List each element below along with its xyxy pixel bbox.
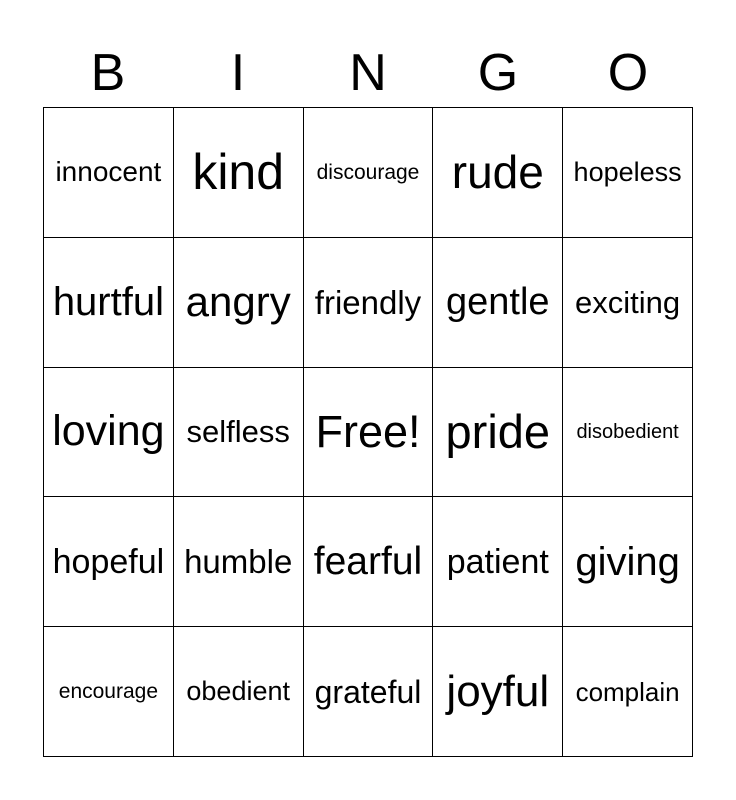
header-letter-b: B bbox=[90, 44, 126, 102]
bingo-cell[interactable] bbox=[174, 238, 304, 368]
bingo-cell[interactable] bbox=[433, 368, 563, 498]
cell-word: hurtful bbox=[52, 280, 164, 325]
cell-word: angry bbox=[185, 278, 291, 326]
bingo-cell[interactable] bbox=[563, 627, 693, 757]
header-letter-i: I bbox=[230, 44, 246, 102]
header-letter-o: O bbox=[607, 44, 649, 102]
bingo-header bbox=[43, 40, 693, 106]
cell-word: pride bbox=[445, 405, 551, 459]
cell-word: innocent bbox=[55, 156, 162, 188]
bingo-cell[interactable] bbox=[433, 497, 563, 627]
cell-word: patient bbox=[446, 542, 549, 581]
cell-word: joyful bbox=[446, 666, 550, 716]
cell-word: encourage bbox=[58, 680, 159, 704]
bingo-cell[interactable] bbox=[433, 627, 563, 757]
bingo-cell[interactable] bbox=[563, 238, 693, 368]
cell-word: kind bbox=[192, 144, 285, 201]
cell-word: rude bbox=[451, 146, 544, 199]
header-letter-g: G bbox=[477, 44, 519, 102]
cell-word: exciting bbox=[575, 284, 681, 320]
bingo-cell[interactable] bbox=[563, 497, 693, 627]
bingo-cell[interactable] bbox=[563, 108, 693, 238]
header-letter-n: N bbox=[349, 44, 387, 102]
bingo-cell[interactable] bbox=[304, 627, 434, 757]
bingo-cell[interactable] bbox=[44, 238, 174, 368]
bingo-cell[interactable] bbox=[304, 108, 434, 238]
cell-word: loving bbox=[52, 407, 165, 456]
bingo-cell[interactable] bbox=[174, 368, 304, 498]
bingo-cell[interactable] bbox=[174, 627, 304, 757]
cell-word: discourage bbox=[316, 160, 420, 184]
cell-word: humble bbox=[184, 543, 293, 581]
bingo-cell[interactable] bbox=[44, 368, 174, 498]
bingo-cell[interactable] bbox=[44, 497, 174, 627]
bingo-cell[interactable] bbox=[563, 368, 693, 498]
cell-word: fearful bbox=[313, 540, 423, 584]
cell-word: complain bbox=[575, 676, 680, 707]
bingo-cell[interactable] bbox=[44, 627, 174, 757]
cell-word: gentle bbox=[446, 281, 550, 324]
cell-word: grateful bbox=[314, 673, 422, 710]
bingo-board bbox=[43, 107, 693, 757]
cell-word: friendly bbox=[314, 283, 422, 321]
bingo-cell[interactable] bbox=[174, 108, 304, 238]
bingo-cell[interactable] bbox=[44, 108, 174, 238]
cell-word: hopeless bbox=[573, 156, 682, 187]
free-space-label: Free! bbox=[315, 406, 421, 458]
bingo-cell[interactable] bbox=[304, 238, 434, 368]
bingo-cell[interactable] bbox=[433, 108, 563, 238]
cell-word: obedient bbox=[186, 676, 290, 707]
cell-word: hopeful bbox=[52, 542, 165, 581]
bingo-cell[interactable] bbox=[433, 238, 563, 368]
cell-word: selfless bbox=[186, 414, 290, 450]
bingo-cell[interactable] bbox=[174, 497, 304, 627]
bingo-cell[interactable] bbox=[304, 497, 434, 627]
free-space-cell[interactable] bbox=[304, 368, 434, 498]
cell-word: giving bbox=[575, 539, 680, 584]
cell-word: disobedient bbox=[576, 420, 679, 443]
